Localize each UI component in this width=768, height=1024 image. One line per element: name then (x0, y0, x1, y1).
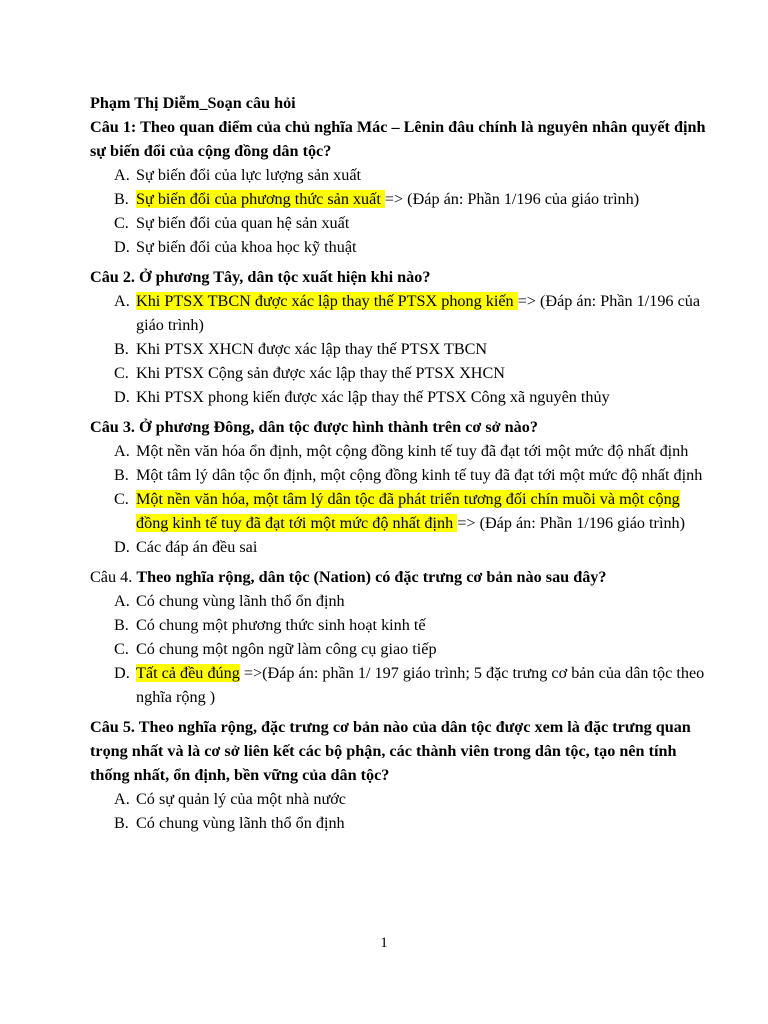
answer-letter: A. (114, 592, 130, 610)
answer-option: D. Sự biến đổi của khoa học kỹ thuật (90, 235, 710, 259)
answer-option: C. Có chung một ngôn ngữ làm công cụ giao tiếp (90, 637, 710, 661)
answer-option-correct (90, 187, 710, 211)
answer-option-correct (90, 487, 710, 535)
author-line: Phạm Thị Diễm_Soạn câu hỏi (90, 94, 296, 112)
answer-letter: B. (114, 616, 129, 634)
answer-letter: B. (114, 466, 129, 484)
page-number: 1 (380, 935, 388, 951)
answer-note: =>(Đáp án: phần 1/ 197 giáo trình; 5 đặc trưng cơ bản của dân tộc theo nghĩa rộng ) (136, 664, 705, 706)
answer-letter: C. (114, 214, 129, 232)
answer-option: D. Khi PTSX phong kiến được xác lập thay thế PTSX Công xã nguyên thủy (90, 385, 710, 409)
document-body (90, 91, 710, 841)
answer-option: C. Khi PTSX Cộng sản được xác lập thay thế PTSX XHCN (90, 361, 710, 385)
answer-option: B. Có chung vùng lãnh thổ ổn định (90, 811, 710, 835)
answer-letter: B. (114, 190, 129, 208)
highlighted-answer: Một nền văn hóa, một tâm lý dân tộc đã phát triển tương đối chín muồi và một cộng đồng kinh tế tuy đã đạt tới một mức độ nhất định (136, 490, 680, 532)
answer-letter: A. (114, 442, 130, 460)
question-block (90, 565, 710, 709)
answer-option: B. Có chung một phương thức sinh hoạt kinh tế (90, 613, 710, 637)
answer-letter: A. (114, 790, 130, 808)
answer-note: => (Đáp án: Phần 1/196 của giáo trình) (384, 190, 640, 208)
answer-option: B. Một tâm lý dân tộc ổn định, một cộng đồng kinh tế tuy đã đạt tới một mức độ nhất định (90, 463, 710, 487)
answer-letter: A. (114, 292, 130, 310)
answer-letter: C. (114, 364, 129, 382)
answer-letter: D. (114, 388, 130, 406)
answer-letter: B. (114, 814, 129, 832)
question-text: Câu 3. Ở phương Đông, dân tộc được hình thành trên cơ sở nào? (90, 418, 538, 436)
question-block (90, 265, 710, 409)
question-block (90, 715, 710, 835)
question-text: Câu 1: Theo quan điểm của chủ nghĩa Mác – Lênin đâu chính là nguyên nhân quyết định sự biến đổi của cộng đồng dân tộc? (90, 118, 706, 160)
answer-letter: C. (114, 640, 129, 658)
question-block (90, 415, 710, 559)
answer-letter: B. (114, 340, 129, 358)
answer-note: => (Đáp án: Phần 1/196 giáo trình) (457, 514, 686, 532)
answer-letter: A. (114, 166, 130, 184)
answer-option-correct (90, 661, 710, 709)
question-text: Câu 5. Theo nghĩa rộng, đặc trưng cơ bản nào của dân tộc được xem là đặc trưng quan trọng nhất và là cơ sở liên kết các bộ phận, các thành viên trong dân tộc, tạo nên tính thống nhất, ổn định, bền vững của dân tộc? (90, 718, 691, 784)
answer-option: A. Có sự quản lý của một nhà nước (90, 787, 710, 811)
question-text: Câu 2. Ở phương Tây, dân tộc xuất hiện khi nào? (90, 268, 431, 286)
answer-letter: D. (114, 238, 130, 256)
highlighted-answer: Khi PTSX TBCN được xác lập thay thế PTSX phong kiến (136, 292, 518, 310)
answer-letter: C. (114, 490, 129, 508)
answer-option: D. Các đáp án đều sai (90, 535, 710, 559)
highlighted-answer: Tất cả đều đúng (136, 664, 240, 682)
answer-option: A. Sự biến đổi của lực lượng sản xuất (90, 163, 710, 187)
answer-note: => (Đáp án: Phần 1/196 của giáo trình) (136, 292, 701, 334)
answer-option: B. Khi PTSX XHCN được xác lập thay thế PTSX TBCN (90, 337, 710, 361)
answer-option: A. Có chung vùng lãnh thổ ổn định (90, 589, 710, 613)
question-block (90, 115, 710, 259)
answer-option: C. Sự biến đổi của quan hệ sản xuất (90, 211, 710, 235)
answer-option-correct (90, 289, 710, 337)
answer-letter: D. (114, 664, 130, 682)
highlighted-answer: Sự biến đổi của phương thức sản xuất (136, 190, 385, 208)
question-text: Câu 4. Theo nghĩa rộng, dân tộc (Nation) có đặc trưng cơ bản nào sau đây? (90, 568, 607, 586)
answer-option: A. Một nền văn hóa ổn định, một cộng đồng kinh tế tuy đã đạt tới một mức độ nhất định (90, 439, 710, 463)
answer-letter: D. (114, 538, 130, 556)
